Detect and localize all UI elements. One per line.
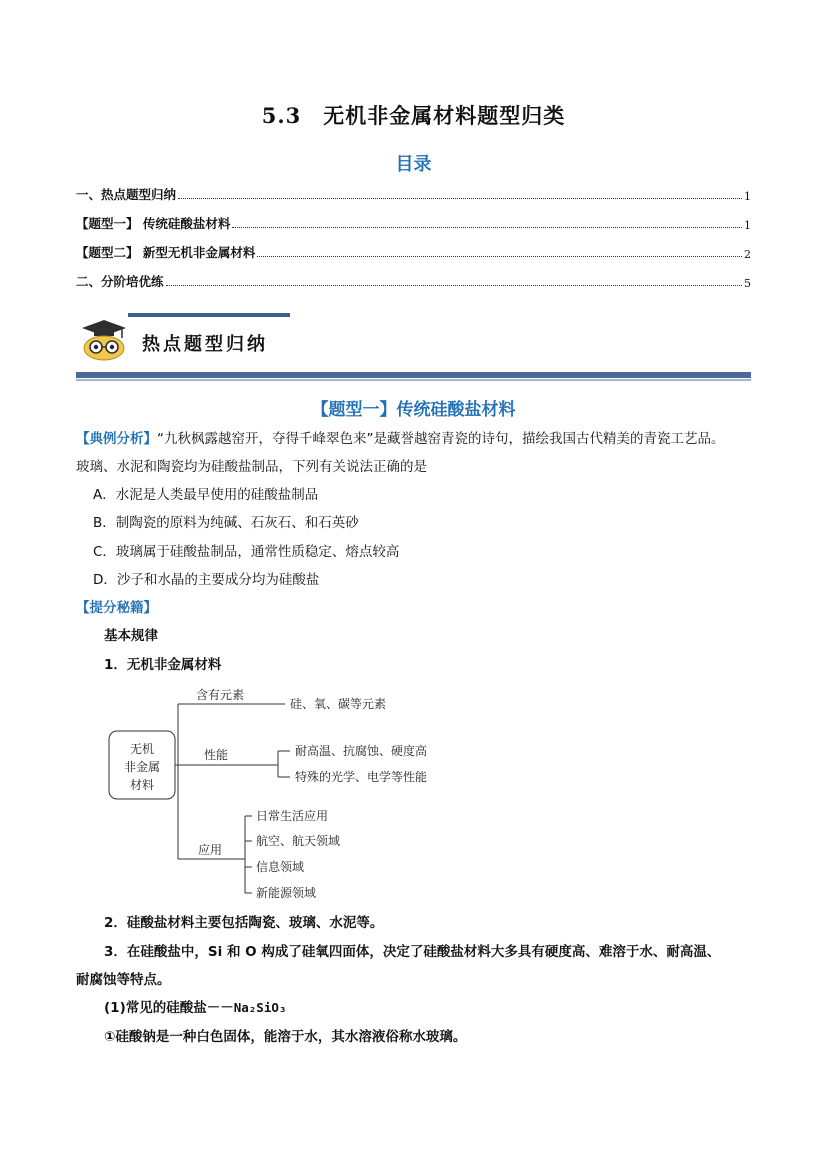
option-d: D．沙子和水晶的主要成分均为硅酸盐	[93, 572, 320, 588]
toc-entry[interactable]	[76, 212, 751, 232]
diagram-root-line-2: 非金属	[123, 760, 161, 774]
toc-entry-label: 一、热点题型归纳	[76, 187, 177, 202]
toc-leader	[166, 285, 742, 286]
diagram-leaf-property: 耐高温、抗腐蚀、硬度高	[295, 744, 428, 758]
diagram-root-line-1: 无机	[129, 742, 155, 756]
page-title: 5.3 无机非金属材料题型归类	[261, 103, 566, 128]
toc-leader	[178, 198, 742, 199]
toc-entry-page: 1	[744, 219, 751, 232]
example-text: “九秋枫露越窑开，夺得千峰翠色来”是藏誉越窑青瓷的诗句，描绘我国古代精美的青瓷工艺品。	[157, 431, 725, 447]
diagram-leaf-property: 特殊的光学、电学等性能	[295, 770, 428, 784]
toc-entry-page: 2	[744, 248, 751, 261]
toc-entry[interactable]	[76, 183, 751, 203]
material-tree-diagram	[100, 683, 460, 903]
example-tag: 【典例分析】	[76, 431, 157, 447]
diagram-leaf-application: 新能源领域	[256, 886, 317, 900]
option-b: B．制陶瓷的原料为纯碱、石灰石、和石英砂	[93, 515, 359, 531]
diagram-leaf-application: 航空、航天领域	[256, 834, 341, 848]
toc-entry-label: 【题型二】 新型无机非金属材料	[76, 245, 256, 260]
diagram-leaf-elements: 硅、氧、碳等元素	[290, 697, 387, 711]
toc-entry[interactable]	[76, 241, 751, 261]
diagram-branch-elements: 含有元素	[196, 688, 245, 702]
diagram-leaf-application: 日常生活应用	[256, 809, 329, 823]
tips-sub-1-text: (1)常见的硅酸盐－－	[104, 1000, 234, 1016]
scholar-owl-icon	[80, 318, 128, 362]
option-a: A．水泥是人类最早使用的硅酸盐制品	[93, 487, 319, 503]
tips-tag: 【提分秘籍】	[76, 600, 157, 616]
toc-entry-label: 【题型一】 传统硅酸盐材料	[76, 216, 231, 231]
example-line-1	[76, 429, 756, 449]
option-c: C．玻璃属于硅酸盐制品，通常性质稳定、熔点较高	[93, 544, 400, 560]
section-heading: 【题型一】传统硅酸盐材料	[311, 400, 516, 420]
tips-sub-2: ①硅酸钠是一种白色固体，能溶于水，其水溶液俗称水玻璃。	[104, 1029, 467, 1045]
tips-item-1: 1．无机非金属材料	[104, 657, 222, 673]
toc-entry-page: 5	[744, 277, 751, 290]
diagram-leaf-application: 信息领域	[256, 860, 305, 874]
tips-subheading: 基本规律	[104, 628, 158, 644]
example-line-2: 玻璃、水泥和陶瓷均为硅酸盐制品，下列有关说法正确的是	[76, 459, 427, 475]
diagram-branch-applications: 应用	[198, 843, 223, 857]
toc-heading: 目录	[395, 154, 432, 175]
toc-leader	[232, 227, 742, 228]
banner-label: 热点题型归纳	[142, 334, 268, 355]
tips-item-2: 2．硅酸盐材料主要包括陶瓷、玻璃、水泥等。	[104, 915, 384, 931]
toc-entry[interactable]	[76, 270, 751, 290]
tips-item-3-line-2: 耐腐蚀等特点。	[76, 972, 171, 988]
chemical-formula: Na₂SiO₃	[233, 1000, 287, 1015]
tips-sub-1	[104, 998, 286, 1018]
banner-accent-line	[128, 313, 290, 317]
banner-divider-thin	[76, 379, 751, 381]
tips-item-3-line-1: 3．在硅酸盐中，Si 和 O 构成了硅氧四面体，决定了硅酸盐材料大多具有硬度高、难溶于水、耐高温、	[104, 944, 721, 960]
diagram-root-line-3: 材料	[129, 778, 155, 792]
banner-divider	[76, 372, 751, 378]
toc-entry-label: 二、分阶培优练	[76, 274, 164, 289]
diagram-branch-properties: 性能	[204, 748, 229, 762]
toc-leader	[257, 256, 742, 257]
toc-entry-page: 1	[744, 190, 751, 203]
